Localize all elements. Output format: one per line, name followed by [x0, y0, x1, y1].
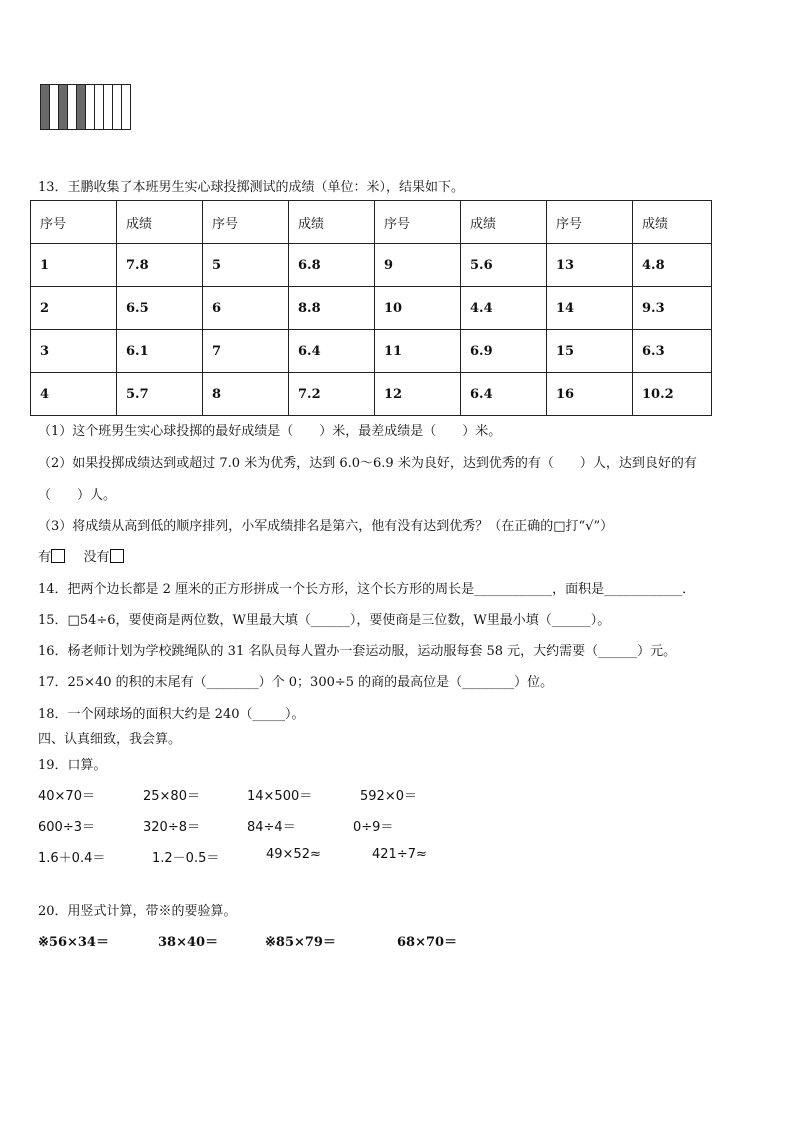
- table-cell: 4.8: [633, 244, 712, 287]
- q13-sub2-line2: （ ）人。: [38, 488, 117, 503]
- table-row: [31, 287, 712, 330]
- table-cell: 4: [31, 373, 117, 416]
- table-cell: 5: [203, 244, 289, 287]
- q13-sub1: （1）这个班男生实心球投掷的最好成绩是（ ）米，最差成绩是（ ）米。: [38, 424, 502, 439]
- calc-item: 25×80＝: [143, 789, 200, 804]
- table-cell: 12: [375, 373, 461, 416]
- q15: 15．□54÷6，要使商是两位数，W里最大填（______），要使商是三位数，W里最小填（______）。: [38, 613, 611, 628]
- strip-cell: [104, 84, 113, 130]
- table-cell: 6: [203, 287, 289, 330]
- table-cell: 6.4: [461, 373, 547, 416]
- score-table: [30, 200, 712, 416]
- q14: 14．把两个边长都是 2 厘米的正方形拼成一个长方形，这个长方形的周长是____________，面积是____________．: [38, 582, 696, 597]
- calc-item: 40×70＝: [38, 789, 95, 804]
- table-header-cell: 序号: [203, 201, 289, 244]
- q19-title: 19．口算。: [38, 758, 107, 773]
- table-cell: 6.5: [117, 287, 203, 330]
- q19-row: [38, 816, 393, 835]
- table-header-cell: 序号: [375, 201, 461, 244]
- table-cell: 4.4: [461, 287, 547, 330]
- table-cell: 13: [547, 244, 633, 287]
- table-cell: 6.8: [289, 244, 375, 287]
- strip-cell: [122, 84, 131, 130]
- option-yes-checkbox[interactable]: [51, 549, 65, 563]
- strip-cell: [95, 84, 104, 130]
- table-cell: 6.3: [633, 330, 712, 373]
- table-cell: 11: [375, 330, 461, 373]
- q13-options: [38, 546, 126, 565]
- q13-sub2-line1: （2）如果投掷成绩达到或超过 7.0 米为优秀，达到 6.0～6.9 米为良好，达到优秀的有（ ）人，达到良好的有: [38, 456, 697, 471]
- option-yes-label: 有: [38, 550, 52, 565]
- table-cell: 14: [547, 287, 633, 330]
- table-cell: 5.7: [117, 373, 203, 416]
- calc-item: 1.2－0.5＝: [152, 851, 220, 866]
- table-cell: 10: [375, 287, 461, 330]
- strip-cell: [68, 84, 77, 130]
- option-no-label: 没有: [83, 550, 110, 565]
- q18: 18．一个网球场的面积大约是 240（_____）。: [38, 707, 305, 722]
- vertical-calc-item: 38×40＝: [158, 935, 219, 950]
- q20-title: 20．用竖式计算，带※的要验算。: [38, 904, 237, 919]
- table-row: [31, 244, 712, 287]
- fraction-strip-figure: [40, 84, 131, 130]
- strip-cell-shaded: [77, 84, 86, 130]
- calc-item: 0÷9＝: [353, 820, 394, 835]
- table-cell: 10.2: [633, 373, 712, 416]
- strip-cell-shaded: [59, 84, 68, 130]
- calc-item: 49×52≈: [266, 847, 321, 862]
- strip-cell: [86, 84, 95, 130]
- vertical-calc-item: 68×70＝: [397, 935, 458, 950]
- strip-cell-shaded: [41, 84, 50, 130]
- table-cell: 8: [203, 373, 289, 416]
- option-no-checkbox[interactable]: [110, 549, 124, 563]
- vertical-calc-item: ※56×34＝: [38, 935, 109, 950]
- table-header-cell: 序号: [31, 201, 117, 244]
- q13-sub3: （3）将成绩从高到低的顺序排列，小军成绩排名是第六，他有没有达到优秀？（在正确的□打“√”）: [38, 519, 614, 534]
- calc-item: 14×500＝: [247, 789, 313, 804]
- q17: 17．25×40 的积的末尾有（________）个 0；300÷5 的商的最高位是（________）位。: [38, 675, 554, 690]
- vertical-calc-item: ※85×79＝: [265, 935, 336, 950]
- q16: 16．杨老师计划为学校跳绳队的 31 名队员每人置办一套运动服，运动服每套 58 元，大约需要（______）元。: [38, 644, 677, 659]
- q13-title: 13．王鹏收集了本班男生实心球投掷测试的成绩（单位：米），结果如下。: [38, 180, 465, 195]
- table-cell: 5.6: [461, 244, 547, 287]
- table-cell: 1: [31, 244, 117, 287]
- table-row: [31, 373, 712, 416]
- q20-row: [38, 931, 457, 950]
- table-cell: 2: [31, 287, 117, 330]
- table-header-cell: 成绩: [633, 201, 712, 244]
- calc-item: 84÷4＝: [247, 820, 296, 835]
- calc-item: 320÷8＝: [143, 820, 200, 835]
- table-cell: 7.2: [289, 373, 375, 416]
- section-4-heading: 四、认真细致，我会算。: [38, 732, 182, 747]
- calc-item: 421÷7≈: [372, 847, 427, 862]
- table-header-row: [31, 201, 712, 244]
- table-cell: 6.4: [289, 330, 375, 373]
- table-cell: 8.8: [289, 287, 375, 330]
- table-cell: 15: [547, 330, 633, 373]
- table-cell: 9: [375, 244, 461, 287]
- q19-row: [38, 847, 427, 866]
- table-header-cell: 成绩: [461, 201, 547, 244]
- table-cell: 3: [31, 330, 117, 373]
- table-header-cell: 序号: [547, 201, 633, 244]
- strip-cell: [113, 84, 122, 130]
- q19-row: [38, 785, 417, 804]
- table-cell: 7.8: [117, 244, 203, 287]
- strip-cell: [50, 84, 59, 130]
- table-cell: 9.3: [633, 287, 712, 330]
- table-cell: 16: [547, 373, 633, 416]
- calc-item: 1.6＋0.4＝: [38, 851, 106, 866]
- table-cell: 6.9: [461, 330, 547, 373]
- table-header-cell: 成绩: [117, 201, 203, 244]
- calc-item: 592×0＝: [360, 789, 417, 804]
- table-row: [31, 330, 712, 373]
- calc-item: 600÷3＝: [38, 820, 95, 835]
- table-cell: 7: [203, 330, 289, 373]
- table-header-cell: 成绩: [289, 201, 375, 244]
- table-cell: 6.1: [117, 330, 203, 373]
